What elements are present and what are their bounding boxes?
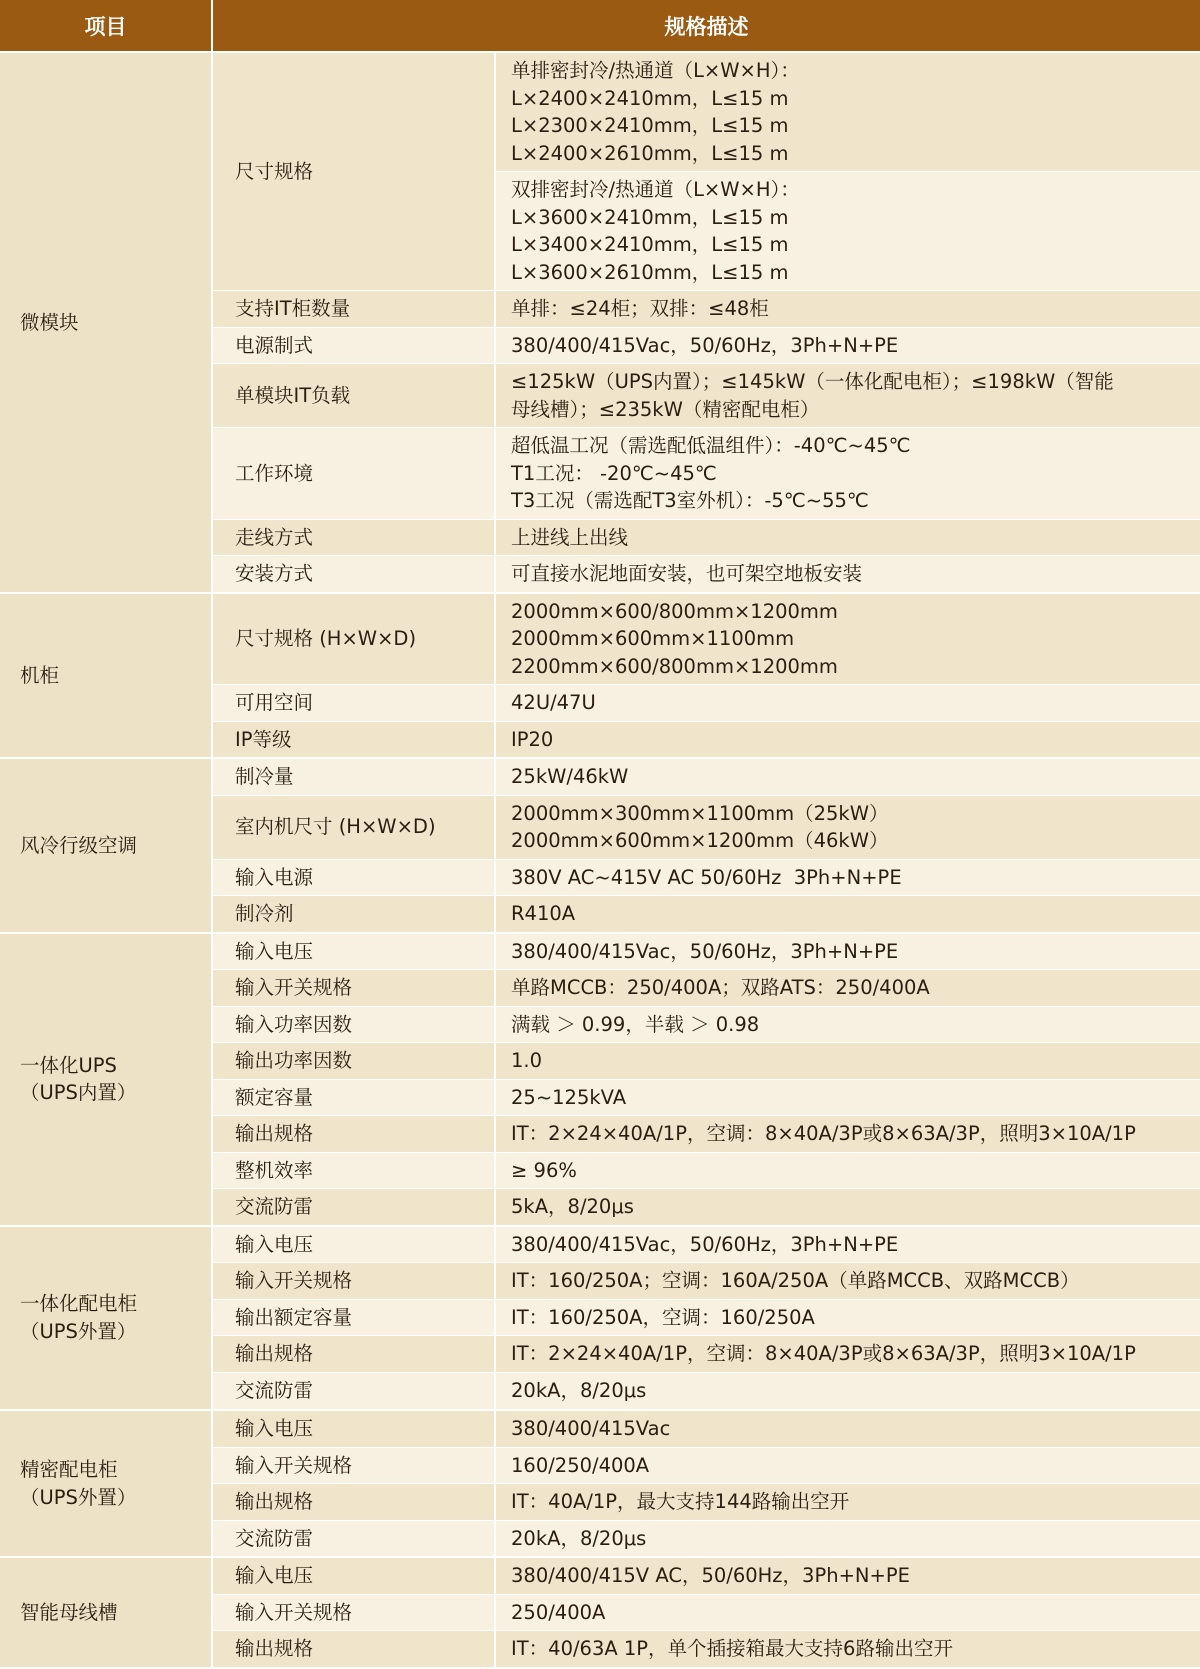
- value-line: 单排密封冷/热通道（L×W×H）：: [511, 59, 800, 82]
- category-label: 微模块: [20, 310, 79, 334]
- value-cell: [495, 1594, 1200, 1631]
- table-row: [0, 593, 1200, 685]
- value-line: 250/400A: [511, 1600, 606, 1624]
- value-cell: [495, 291, 1200, 328]
- value-line: 25kW/46kW: [511, 765, 629, 788]
- header-description: 规格描述: [212, 0, 1200, 52]
- item-cell: 输出规格: [212, 1484, 495, 1521]
- value-line: 满载 ＞ 0.99，半载 ＞ 0.98: [511, 1012, 760, 1036]
- value-line: 超低温工况（需选配低温组件）：-40℃~45℃: [511, 434, 911, 457]
- value-cell: [495, 1336, 1200, 1373]
- category-label: （UPS外置）: [20, 1319, 137, 1343]
- item-cell: 尺寸规格: [212, 52, 495, 291]
- value-cell: [495, 1557, 1200, 1594]
- value-cell: [495, 519, 1200, 556]
- value-line: IT：40A/1P，最大支持144路输出空开: [511, 1490, 850, 1513]
- category-cell: [0, 52, 212, 593]
- value-line: L×3400×2410mm，L≤15 m: [511, 233, 789, 256]
- item-cell: 输入电源: [212, 859, 495, 896]
- item-cell: 输入开关规格: [212, 1594, 495, 1631]
- value-line: 380/400/415Vac，50/60Hz，3Ph+N+PE: [511, 1232, 899, 1256]
- item-cell: 走线方式: [212, 519, 495, 556]
- value-line: L×3600×2610mm，L≤15 m: [511, 260, 789, 284]
- value-cell: [495, 721, 1200, 758]
- value-cell: [495, 795, 1200, 859]
- value-line: 2000mm×600mm×1200mm（46kW）: [511, 829, 889, 852]
- item-cell: 输出规格: [212, 1116, 495, 1153]
- value-line: 380/400/415Vac，50/60Hz，3Ph+N+PE: [511, 333, 899, 357]
- item-cell: 单模块IT负载: [212, 364, 495, 428]
- item-cell: 支持IT柜数量: [212, 291, 495, 328]
- item-cell: 交流防雷: [212, 1372, 495, 1410]
- header-item: 项目: [0, 0, 212, 52]
- value-cell: [495, 1152, 1200, 1189]
- table-row: [0, 1410, 1200, 1447]
- item-cell: 制冷剂: [212, 896, 495, 933]
- value-line: ≤125kW（UPS内置）；≤145kW（一体化配电柜）；≤198kW（智能: [511, 370, 1114, 393]
- item-cell: 输出规格: [212, 1336, 495, 1373]
- table-row: [0, 1557, 1200, 1594]
- value-line: R410A: [511, 902, 576, 925]
- value-line: IT：2×24×40A/1P，空调：8×40A/3P或8×63A/3P，照明3×10A/1P: [511, 1122, 1136, 1145]
- value-line: 25~125kVA: [511, 1085, 627, 1109]
- item-cell: 尺寸规格 (H×W×D): [212, 593, 495, 685]
- item-cell: 输入开关规格: [212, 970, 495, 1007]
- value-cell: [495, 1299, 1200, 1336]
- value-cell: [495, 1079, 1200, 1116]
- item-cell: 整机效率: [212, 1152, 495, 1189]
- value-line: 单排：≤24柜；双排：≤48柜: [511, 297, 769, 320]
- value-cell: [495, 428, 1200, 520]
- value-line: 380/400/415Vac，50/60Hz，3Ph+N+PE: [511, 939, 899, 963]
- item-cell: 输入电压: [212, 1410, 495, 1447]
- item-cell: 输入电压: [212, 1557, 495, 1594]
- value-cell: [495, 896, 1200, 933]
- category-cell: [0, 1557, 212, 1668]
- value-cell: [495, 1263, 1200, 1300]
- value-cell: [495, 859, 1200, 896]
- value-line: L×2400×2410mm，L≤15 m: [511, 86, 789, 110]
- value-cell: [495, 1043, 1200, 1080]
- item-cell: 输出额定容量: [212, 1299, 495, 1336]
- category-label: 一体化配电柜: [20, 1292, 138, 1316]
- value-cell: [495, 1006, 1200, 1043]
- item-cell: 制冷量: [212, 758, 495, 795]
- value-line: 上进线上出线: [511, 525, 629, 549]
- item-cell: 输出功率因数: [212, 1043, 495, 1080]
- value-cell: [495, 970, 1200, 1007]
- item-cell: 输入开关规格: [212, 1447, 495, 1484]
- value-cell: [495, 758, 1200, 795]
- value-cell: [495, 593, 1200, 685]
- category-label: 风冷行级空调: [20, 833, 138, 857]
- category-label: （UPS内置）: [20, 1081, 137, 1104]
- value-line: 2000mm×300mm×1100mm（25kW）: [511, 801, 889, 825]
- value-line: T1工况： -20℃~45℃: [511, 461, 717, 485]
- item-cell: IP等级: [212, 721, 495, 758]
- item-cell: 安装方式: [212, 556, 495, 593]
- value-cell: [495, 1410, 1200, 1447]
- value-cell: [495, 52, 1200, 172]
- header-row: [0, 0, 1200, 52]
- table-row: [0, 1226, 1200, 1263]
- value-line: 160/250/400A: [511, 1453, 650, 1477]
- item-cell: 工作环境: [212, 428, 495, 520]
- value-line: IT：160/250A，空调：160/250A: [511, 1305, 815, 1329]
- value-cell: [495, 364, 1200, 428]
- item-cell: 额定容量: [212, 1079, 495, 1116]
- value-line: 1.0: [511, 1049, 543, 1072]
- value-line: T3工况（需选配T3室外机）：-5℃~55℃: [511, 489, 869, 512]
- value-line: L×2300×2410mm，L≤15 m: [511, 114, 789, 137]
- category-cell: [0, 1226, 212, 1411]
- value-line: L×3600×2410mm，L≤15 m: [511, 205, 789, 229]
- value-line: 2000mm×600mm×1100mm: [511, 627, 795, 650]
- value-cell: [495, 1372, 1200, 1410]
- category-label: 机柜: [20, 663, 60, 687]
- value-line: 20kA，8/20μs: [511, 1379, 647, 1402]
- category-label: （UPS外置）: [20, 1485, 137, 1509]
- value-line: 可直接水泥地面安装，也可架空地板安装: [511, 562, 863, 585]
- value-cell: [495, 685, 1200, 722]
- value-cell: [495, 172, 1200, 291]
- value-line: IT：2×24×40A/1P，空调：8×40A/3P或8×63A/3P，照明3×10A/1P: [511, 1342, 1136, 1365]
- value-line: 380/400/415V AC，50/60Hz，3Ph+N+PE: [511, 1564, 910, 1587]
- item-cell: 交流防雷: [212, 1189, 495, 1226]
- value-cell: [495, 1116, 1200, 1153]
- value-cell: [495, 1520, 1200, 1557]
- spec-body: [0, 52, 1200, 1668]
- value-line: L×2400×2610mm，L≤15 m: [511, 141, 789, 165]
- value-line: 380/400/415Vac: [511, 1417, 671, 1440]
- value-line: 20kA，8/20μs: [511, 1526, 647, 1550]
- item-cell: 输出规格: [212, 1631, 495, 1668]
- item-cell: 可用空间: [212, 685, 495, 722]
- value-cell: [495, 1189, 1200, 1226]
- value-cell: [495, 327, 1200, 364]
- table-row: [0, 758, 1200, 795]
- value-line: ≥ 96%: [511, 1158, 577, 1182]
- value-line: 母线槽）；≤235kW（精密配电柜）: [511, 397, 820, 421]
- category-label: 一体化UPS: [20, 1053, 117, 1077]
- item-cell: 输入功率因数: [212, 1006, 495, 1043]
- value-line: IP20: [511, 727, 554, 751]
- value-line: IT：160/250A；空调：160A/250A（单路MCCB、双路MCCB）: [511, 1269, 1080, 1292]
- item-cell: 交流防雷: [212, 1520, 495, 1557]
- value-line: 双排密封冷/热通道（L×W×H）：: [511, 178, 800, 201]
- value-line: 2000mm×600/800mm×1200mm: [511, 599, 838, 623]
- value-cell: [495, 1484, 1200, 1521]
- item-cell: 电源制式: [212, 327, 495, 364]
- value-line: 5kA，8/20μs: [511, 1195, 634, 1218]
- category-cell: [0, 758, 212, 933]
- value-line: 380V AC~415V AC 50/60Hz 3Ph+N+PE: [511, 865, 902, 889]
- value-cell: [495, 1447, 1200, 1484]
- item-cell: 室内机尺寸 (H×W×D): [212, 795, 495, 859]
- category-label: 精密配电柜: [20, 1458, 118, 1481]
- value-cell: [495, 1631, 1200, 1668]
- value-cell: [495, 556, 1200, 593]
- value-cell: [495, 1226, 1200, 1263]
- table-row: [0, 933, 1200, 970]
- item-cell: 输入开关规格: [212, 1263, 495, 1300]
- category-cell: [0, 593, 212, 759]
- category-cell: [0, 933, 212, 1226]
- category-label: 智能母线槽: [20, 1600, 118, 1624]
- table-row: [0, 52, 1200, 172]
- value-cell: [495, 933, 1200, 970]
- item-cell: 输入电压: [212, 933, 495, 970]
- value-line: 单路MCCB：250/400A；双路ATS：250/400A: [511, 976, 930, 999]
- value-line: 2200mm×600/800mm×1200mm: [511, 654, 838, 678]
- value-line: 42U/47U: [511, 691, 596, 714]
- category-cell: [0, 1410, 212, 1557]
- value-line: IT：40/63A 1P，单个插接箱最大支持6路输出空开: [511, 1637, 953, 1660]
- item-cell: 输入电压: [212, 1226, 495, 1263]
